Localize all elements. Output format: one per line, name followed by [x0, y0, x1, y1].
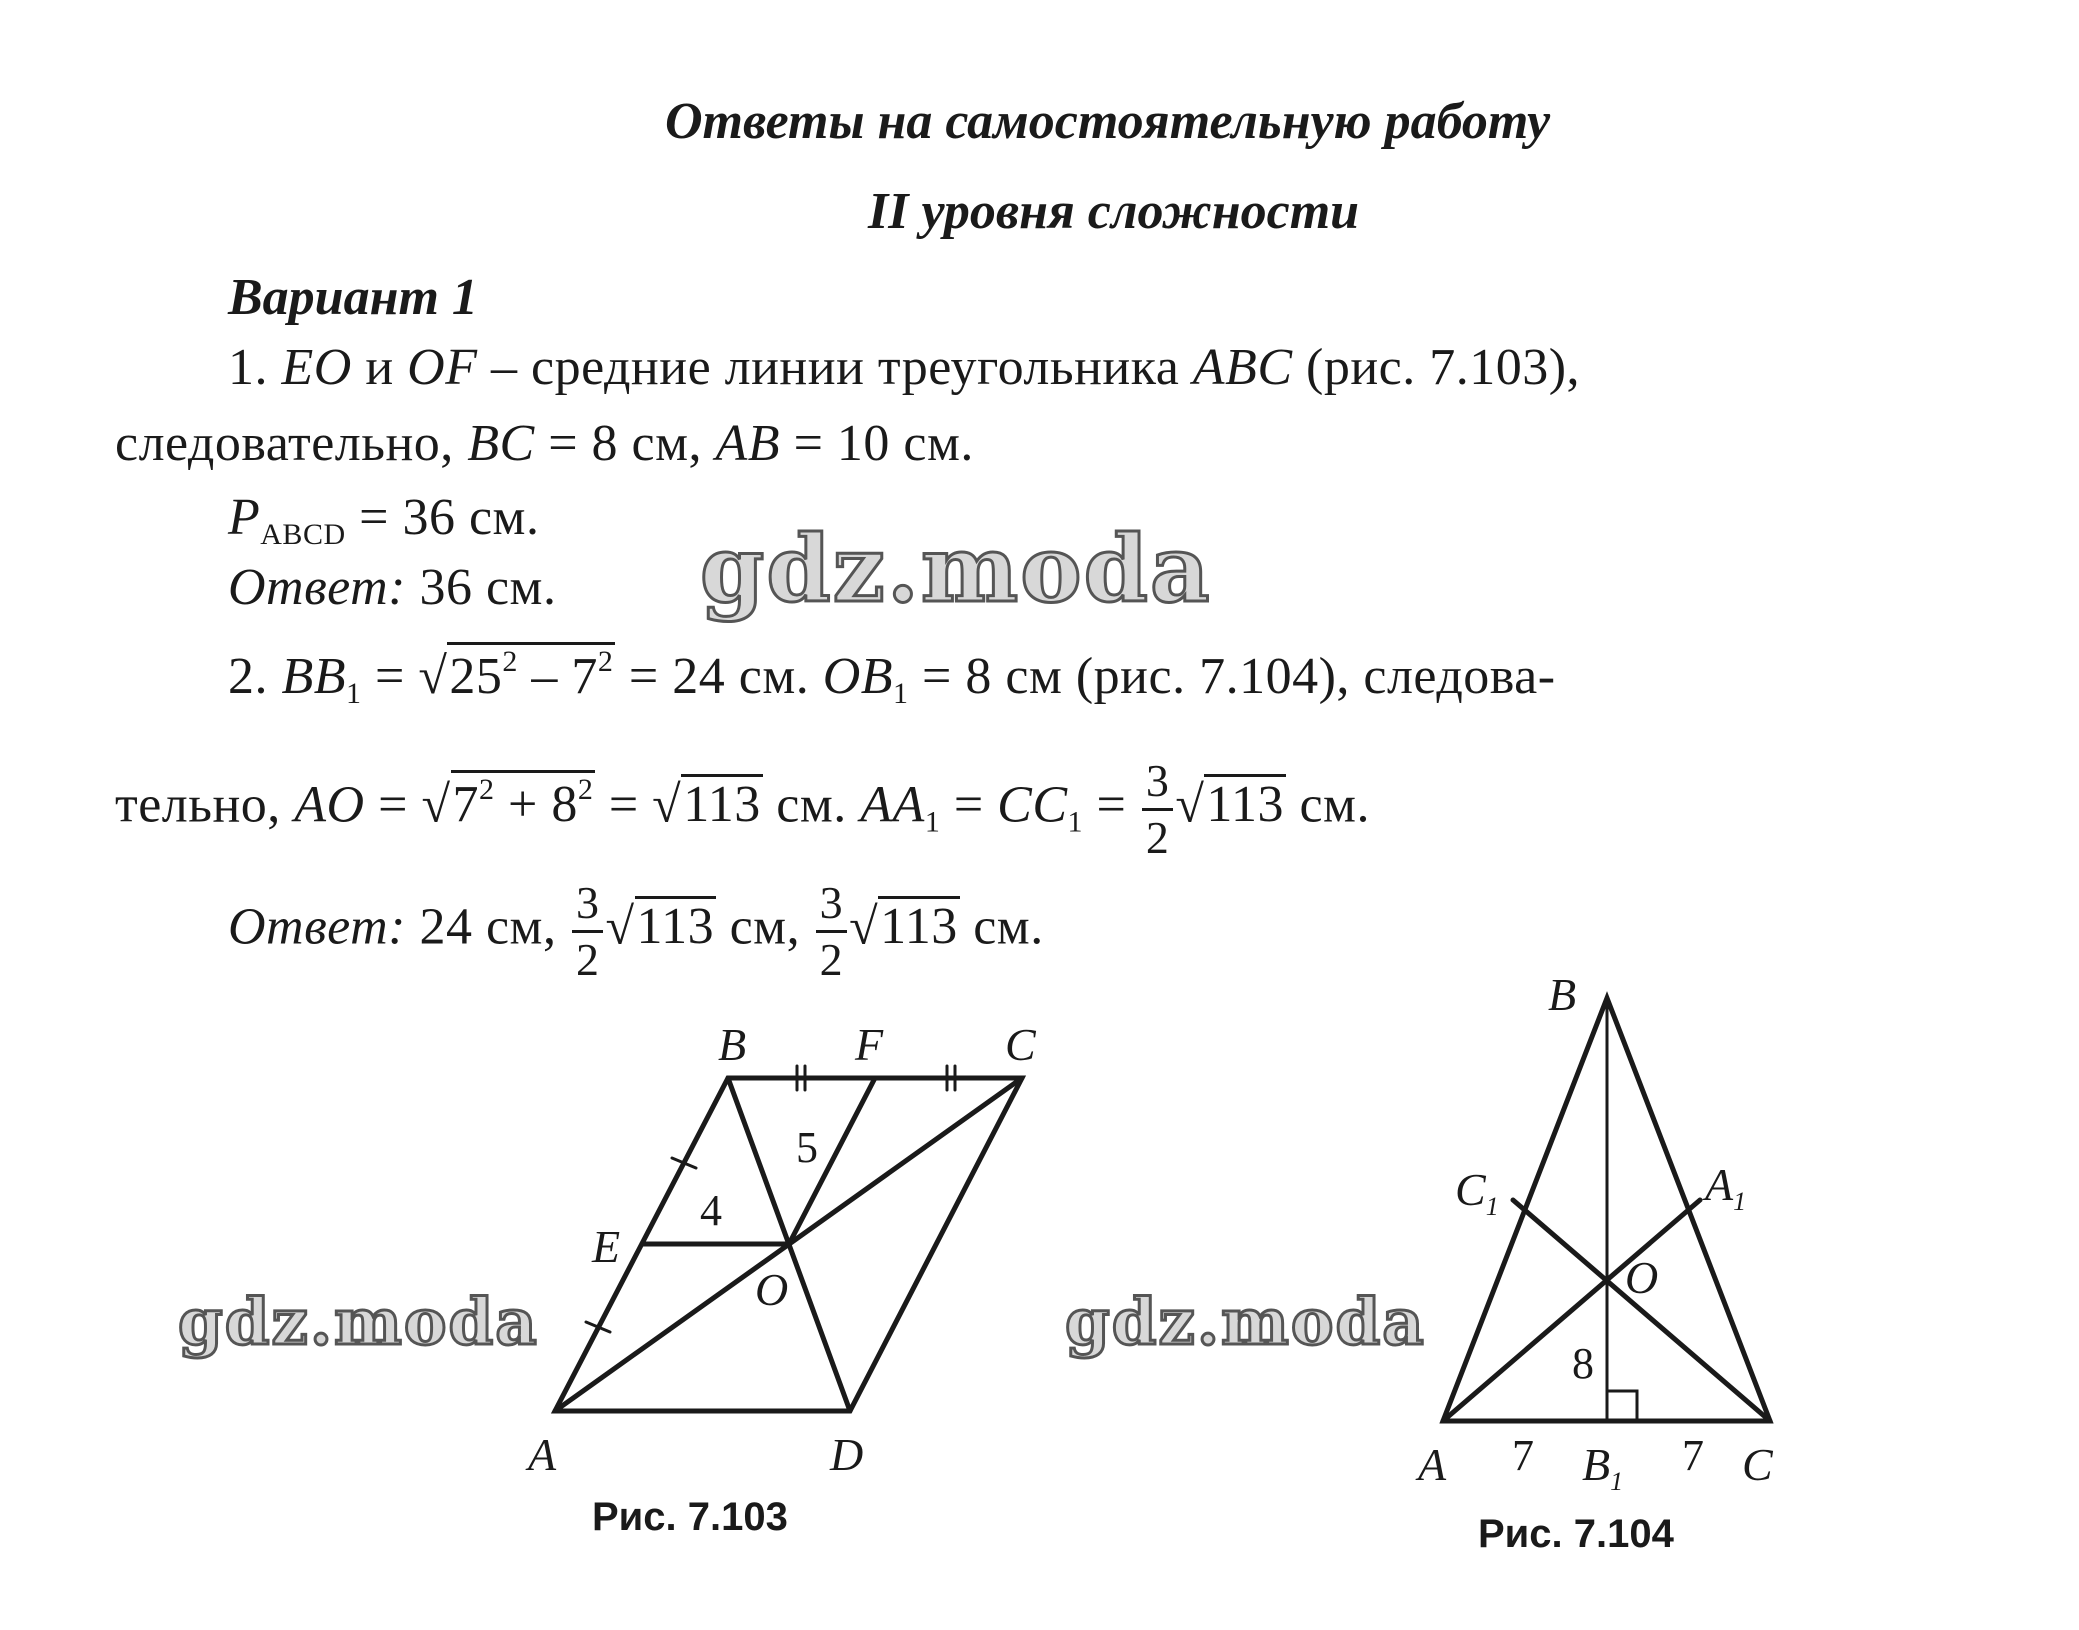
answer2-bb1: 24 см,: [419, 898, 557, 956]
radicand-term: 25: [449, 648, 503, 705]
figure-caption-7-103: Рис. 7.103: [592, 1495, 788, 1539]
radicand-term: – 7: [517, 648, 598, 705]
exponent: 2: [597, 645, 614, 678]
sqrt-radical-icon: √: [652, 776, 682, 834]
bc-value: = 8 см,: [548, 415, 703, 472]
equals: =: [953, 776, 984, 834]
fraction-denominator: 2: [819, 934, 844, 985]
sqrt-radical-icon: √: [1175, 776, 1205, 834]
equals: =: [1096, 776, 1127, 834]
radicand-113: 113: [880, 898, 958, 956]
radicand-113: 113: [1206, 776, 1284, 834]
midlines-text: – средние линии треугольника: [490, 339, 1180, 396]
bb1-result: = 24 см.: [628, 648, 810, 705]
answer2-label: Ответ:: [228, 898, 406, 956]
segment-ob1: OB: [822, 648, 894, 705]
label-a1-letter: A: [1705, 1159, 1734, 1210]
subscript-1: 1: [924, 805, 941, 839]
perimeter-subscript: ABCD: [260, 518, 346, 551]
radicand-113: 113: [636, 898, 715, 956]
title-line-1: Ответы на самостоятельную работу: [665, 93, 1551, 150]
answer1-value: 36 см.: [419, 559, 557, 616]
subscript-1: 1: [893, 677, 909, 710]
label-f: F: [855, 1019, 884, 1070]
segment-ao: AO: [294, 776, 365, 834]
label-a: A: [528, 1429, 557, 1480]
variant-heading: Вариант 1: [228, 269, 478, 326]
label-a1: [1702, 1159, 1746, 1216]
line2-prefix-2: тельно,: [115, 776, 281, 834]
exponent: 2: [502, 645, 518, 678]
length-4: 4: [700, 1186, 722, 1235]
line2-prefix: следовательно,: [115, 415, 454, 472]
segment-bb1: BB: [281, 648, 347, 705]
segment-bc: BC: [467, 415, 535, 472]
perimeter-symbol: P: [228, 489, 261, 546]
title-line-2: II уровня сложности: [868, 183, 1360, 240]
watermark-left: gdz.moda: [178, 1285, 539, 1360]
subscript-1: 1: [1067, 805, 1084, 839]
perimeter-value: = 36 см.: [359, 489, 540, 546]
problem1-number: 1.: [228, 339, 268, 396]
exponent: 2: [479, 773, 495, 807]
label-c1-sub: 1: [1485, 1192, 1499, 1221]
label-b1-sub: 1: [1610, 1467, 1624, 1496]
length-7-right: 7: [1682, 1431, 1704, 1480]
figure-caption-7-104: Рис. 7.104: [1478, 1512, 1674, 1556]
segment-eo: EO: [281, 339, 352, 396]
label-c: C: [1005, 1019, 1036, 1070]
figure-ref-1: (рис. 7.103),: [1306, 339, 1581, 396]
unit-cm: см.: [1299, 776, 1370, 834]
label-b1: [1582, 1439, 1623, 1496]
radicand-113: 113: [683, 776, 761, 834]
fraction-numerator: 3: [572, 880, 604, 933]
length-8: 8: [1572, 1339, 1594, 1388]
label-c2: C: [1742, 1439, 1773, 1490]
equals: =: [375, 648, 405, 705]
label-b2: B: [1548, 969, 1577, 1020]
label-o2: O: [1625, 1252, 1659, 1303]
segment-aa1: AA: [860, 776, 925, 834]
sqrt-radical-icon: √: [849, 898, 879, 956]
answer1-label: Ответ:: [228, 559, 406, 616]
label-o: O: [755, 1264, 789, 1315]
word-and: и: [365, 339, 394, 396]
equals: =: [608, 776, 639, 834]
watermark-right: gdz.moda: [1065, 1285, 1426, 1360]
label-c1: [1455, 1164, 1499, 1221]
subscript-1: 1: [346, 677, 362, 710]
segment-of: OF: [407, 339, 478, 396]
fraction-numerator: 3: [816, 880, 848, 933]
unit-cm: см.: [973, 898, 1044, 956]
exponent: 2: [577, 773, 594, 807]
unit-cm: см,: [729, 898, 801, 956]
right-angle-mark: [1607, 1391, 1637, 1421]
equals: =: [378, 776, 408, 834]
segment-ab: AB: [715, 415, 781, 472]
unit-cm: см.: [776, 776, 847, 834]
radicand-term: 7: [452, 776, 479, 834]
label-a2: A: [1418, 1439, 1447, 1490]
ab-value: = 10 см.: [793, 415, 974, 472]
label-b: B: [718, 1019, 747, 1070]
label-e: E: [592, 1221, 621, 1272]
length-7-left: 7: [1512, 1431, 1534, 1480]
label-a1-sub: 1: [1733, 1187, 1747, 1216]
sqrt-radical-icon: √: [418, 648, 448, 705]
fraction-denominator: 2: [1145, 812, 1170, 863]
median-cc1: [1513, 1200, 1770, 1421]
fraction-denominator: 2: [575, 934, 600, 985]
label-c1-letter: C: [1455, 1164, 1486, 1215]
ob1-value: = 8 см (рис. 7.104), следова-: [922, 648, 1556, 705]
triangle-abc: ABC: [1192, 339, 1293, 396]
segment-cc1: CC: [997, 776, 1068, 834]
watermark-top: gdz.moda: [700, 515, 1212, 623]
fraction-numerator: 3: [1142, 758, 1174, 811]
length-5: 5: [796, 1123, 818, 1172]
sqrt-radical-icon: √: [421, 776, 451, 834]
sqrt-radical-icon: √: [605, 898, 635, 956]
label-d: D: [830, 1429, 864, 1480]
problem2-number: 2.: [228, 648, 268, 705]
label-b1-letter: B: [1582, 1439, 1611, 1490]
radicand-term: + 8: [494, 776, 578, 834]
